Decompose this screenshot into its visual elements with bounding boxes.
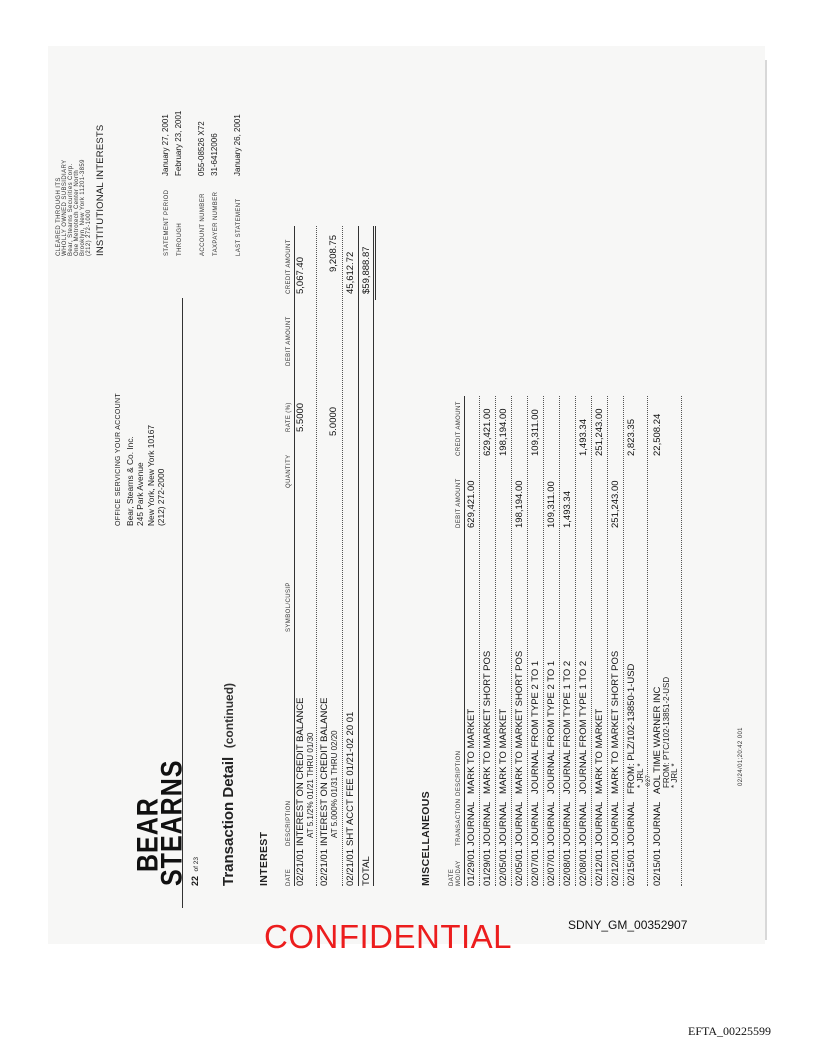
misc-row-date: 02/15/01 (626, 849, 637, 886)
misc-row-date: 01/29/01 (466, 849, 477, 886)
misc-row-debit: 251,243.00 (610, 480, 621, 528)
misc-row-debit: 198,194.00 (514, 480, 525, 528)
misc-row-transaction: JOURNAL (578, 801, 589, 846)
misc-row-transaction: JOURNAL (514, 801, 525, 846)
misc-row-description: FROM: PLZ/102-13850-1-USD (626, 663, 637, 794)
misc-row-description: MARK TO MARKET SHORT POS (514, 650, 525, 794)
misc-row-transaction: JOURNAL (652, 801, 663, 846)
interest-row-date: 02/21/01 (295, 849, 306, 886)
misc-row-date: 02/08/01 (578, 849, 589, 886)
row-divider (511, 396, 512, 886)
misc-row-credit: 198,194.00 (498, 408, 509, 456)
misc-section-title: MISCELLANEOUS (420, 791, 432, 886)
interest-header-symbol: SYMBOL/CUSIP (286, 582, 292, 632)
misc-header-date: MO/DAY (456, 860, 462, 886)
interest-row-description: INTEREST ON CREDIT BALANCE (295, 697, 306, 846)
misc-row-date: 01/29/01 (482, 849, 493, 886)
misc-row-description: MARK TO MARKET (498, 708, 509, 794)
misc-row-date: 02/12/01 (594, 849, 605, 886)
misc-row-date: 02/12/01 (610, 849, 621, 886)
interest-row-credit: 9,208.75 (328, 235, 339, 272)
misc-row-debit: 109,311.00 (546, 481, 557, 528)
misc-row-transaction: JOURNAL (562, 801, 573, 846)
misc-row-transaction: JOURNAL (530, 801, 541, 846)
account-name: INSTITUTIONAL INTERESTS (95, 124, 106, 256)
misc-row-date: 02/07/01 (546, 849, 557, 886)
footer-doc-code: 02/24/01;20:42 001 (738, 727, 744, 786)
misc-row-date: 02/05/01 (498, 849, 509, 886)
misc-header-debit: DEBIT AMOUNT (456, 478, 462, 528)
row-divider (495, 396, 496, 886)
misc-row-credit: 22,508.24 (652, 413, 663, 456)
misc-row-transaction: JOURNAL (466, 801, 477, 846)
scan-edge (765, 60, 767, 940)
clearing-info: CLEARED THROUGH ITS WHOLLY OWNED SUBSIDIARY Bear, Stearns Securities Corp. One Metrotech Center North Brooklyn, New York 11201-3859 (212) 272-1000 INSTITUTIONAL INTERESTS (56, 124, 106, 256)
misc-row-description: MARK TO MARKET (466, 708, 477, 794)
bates-number: SDNY_GM_00352907 (568, 918, 688, 932)
row-divider (559, 396, 560, 886)
interest-row-rate: 5.0000 (328, 406, 339, 436)
misc-row-transaction: JOURNAL (626, 801, 637, 846)
row-divider (647, 396, 648, 886)
misc-row-detail: FROM: PTC/102-13851-2-USD (662, 676, 671, 788)
misc-row-debit: 629,421.00 (466, 480, 477, 528)
servicing-heading: OFFICE SERVICING YOUR ACCOUNT (115, 393, 122, 526)
misc-row-date: 02/08/01 (562, 849, 573, 886)
row-divider (543, 396, 544, 886)
misc-row-transaction: JOURNAL (482, 801, 493, 846)
statement-through: THROUGHFebruary 23, 2001 (174, 110, 183, 256)
row-divider (575, 396, 576, 886)
interest-row-description: SHT ACCT FEE 01/21-02 20 01 (345, 711, 356, 846)
misc-row-detail: * JRL * (670, 763, 679, 788)
row-divider (316, 226, 317, 886)
misc-row-description: JOURNAL FROM TYPE 1 TO 2 (562, 660, 573, 794)
last-statement: LAST STATEMENTJanuary 26, 2001 (233, 114, 242, 256)
row-divider (591, 396, 592, 886)
misc-row-description: AOL TIME WARNER INC (652, 686, 663, 794)
misc-row-transaction: JOURNAL (546, 801, 557, 846)
misc-row-date: 02/15/01 (652, 849, 663, 886)
interest-row-detail: AT 5.000% 01/31 THRU 02/20 (330, 730, 339, 838)
misc-row-credit: 251,243.00 (594, 408, 605, 456)
interest-header-quantity: QUANTITY (286, 454, 292, 488)
confidential-stamp: CONFIDENTIAL (264, 918, 513, 955)
statement-period: STATEMENT PERIODJanuary 27, 2001 (161, 114, 170, 256)
interest-header-rate: RATE (%) (286, 402, 292, 432)
rotated-statement-page (48, 46, 765, 944)
interest-row-detail: AT 5.1/2% 01/21 THRU 01/30 (306, 732, 315, 838)
servicing-line: (212) 272-2000 (156, 468, 166, 526)
interest-section-title: INTEREST (258, 831, 270, 886)
interest-row-rate: 5.5000 (295, 402, 306, 432)
efta-number: EFTA_00225599 (688, 1024, 772, 1038)
row-divider (623, 396, 624, 886)
taxpayer-number: TAXPAYER NUMBER31-6412006 (210, 133, 219, 256)
account-number: ACCOUNT NUMBER055-08526 X72 (197, 121, 206, 256)
misc-row-transaction: JOURNAL (594, 801, 605, 846)
interest-total-rule (358, 226, 359, 886)
servicing-line: 245 Park Avenue (135, 462, 145, 526)
misc-row-detail: * JRL * (636, 763, 645, 788)
misc-header-rule (464, 396, 465, 886)
statement-info (160, 111, 245, 256)
footer-page-code: 027 (646, 774, 652, 786)
misc-header-transaction: TRANSACTION (456, 798, 462, 846)
interest-row-credit: 45,612.72 (345, 251, 356, 294)
misc-row-credit: 2,823.35 (626, 419, 637, 456)
misc-row-debit: 1,493.34 (562, 491, 573, 528)
interest-header-credit: CREDIT AMOUNT (286, 239, 292, 294)
bear-stearns-logo: BEAR STEARNS (131, 759, 189, 886)
interest-bottom-rule (373, 226, 374, 886)
misc-row-date: 02/07/01 (530, 849, 541, 886)
misc-row-credit: 109,311.00 (530, 409, 541, 456)
interest-total-credit: $59,888.87 (361, 246, 372, 294)
servicing-office (114, 393, 167, 526)
row-divider (527, 396, 528, 886)
misc-row-credit: 1,493.34 (578, 419, 589, 456)
misc-header-credit: CREDIT AMOUNT (456, 401, 462, 456)
misc-row-description: JOURNAL FROM TYPE 2 TO 1 (530, 660, 541, 794)
header-rule (182, 298, 183, 908)
misc-header-date-top: DATE (449, 868, 455, 886)
page-number: 22 of 23 (190, 857, 200, 886)
misc-row-credit: 629,421.00 (482, 408, 493, 456)
misc-row-transaction: JOURNAL (498, 801, 509, 846)
row-divider (681, 396, 682, 886)
misc-row-transaction: JOURNAL (610, 801, 621, 846)
interest-row-date: 02/21/01 (319, 849, 330, 886)
misc-row-description: MARK TO MARKET SHORT POS (482, 650, 493, 794)
interest-total-label: TOTAL (361, 856, 372, 886)
row-divider (342, 226, 343, 886)
misc-row-date: 02/05/01 (514, 849, 525, 886)
interest-header-debit: DEBIT AMOUNT (286, 316, 292, 366)
row-divider (479, 396, 480, 886)
interest-row-credit: 5,067.40 (295, 257, 306, 294)
servicing-line: New York, New York 10167 (145, 424, 156, 526)
interest-row-date: 02/21/01 (345, 849, 356, 886)
misc-row-description: MARK TO MARKET SHORT POS (610, 650, 621, 794)
misc-row-description: JOURNAL FROM TYPE 2 TO 1 (546, 660, 557, 794)
interest-bottom-double-rule (375, 226, 376, 300)
page-title: Transaction Detail (continued) (220, 682, 237, 886)
interest-header-description: DESCRIPTION (286, 800, 292, 846)
misc-row-description: MARK TO MARKET (594, 708, 605, 794)
scanned-statement (48, 46, 765, 944)
interest-header-date: DATE (286, 868, 292, 886)
servicing-line: Bear, Stearns & Co. Inc. (124, 436, 135, 526)
interest-row-description: INTEREST ON CREDIT BALANCE (319, 697, 330, 846)
misc-header-description: DESCRIPTION (456, 750, 462, 796)
misc-row-description: JOURNAL FROM TYPE 1 TO 2 (578, 660, 589, 794)
row-divider (607, 396, 608, 886)
